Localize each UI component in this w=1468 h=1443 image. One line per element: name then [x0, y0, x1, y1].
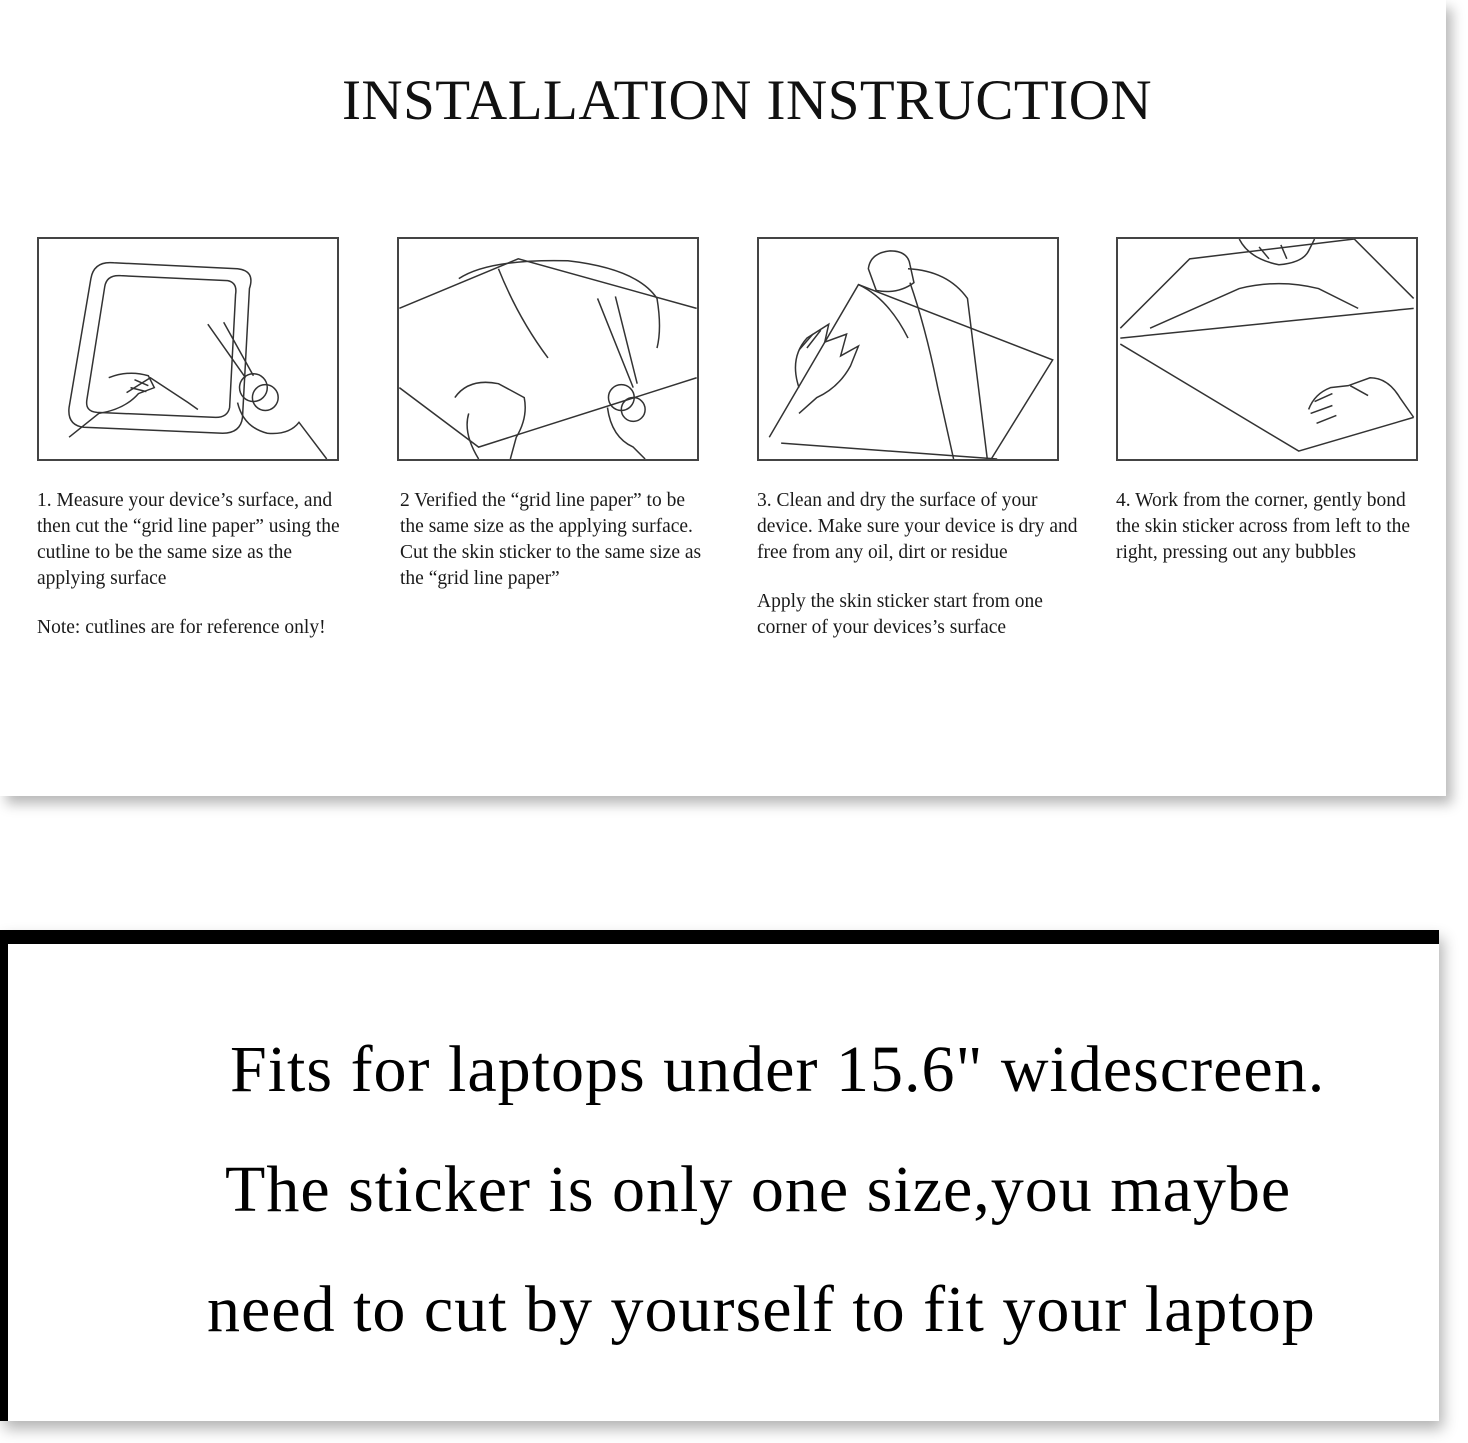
step-3-illustration	[757, 237, 1059, 461]
apply-sticker-illustration-icon	[1118, 239, 1416, 459]
fit-notice-line-1: Fits for laptops under 15.6" widescreen.	[230, 1033, 1326, 1106]
step-2-instructions	[400, 488, 712, 592]
step-3-note: Apply the skin sticker start from one corner of your devices’s surface	[757, 591, 1043, 638]
step-1-note: Note: cutlines are for reference only!	[37, 617, 326, 638]
step-4-text: 4. Work from the corner, gently bond the skin sticker across from left to the right, pressing out any bubbles	[1116, 490, 1411, 563]
cut-skin-sticker-illustration-icon	[399, 239, 697, 459]
page-title: INSTALLATION INSTRUCTION	[341, 69, 1153, 132]
fit-notice-line-2: The sticker is only one size,you maybe	[225, 1153, 1292, 1226]
step-2-illustration	[397, 237, 699, 461]
step-3-instructions	[757, 488, 1087, 641]
step-1-text: 1. Measure your device’s surface, and then cut the “grid line paper” using the cutline to be the same size as the applying surface	[37, 490, 340, 589]
step-2-text: 2 Verified the “grid line paper” to be the same size as the applying surface. Cut the skin sticker to the same size as the “grid line paper”	[400, 490, 702, 589]
fit-notice-line-3: need to cut by yourself to fit your laptop	[207, 1273, 1316, 1346]
step-1-instructions	[37, 488, 347, 641]
step-4-instructions	[1116, 488, 1416, 566]
fit-notice-card	[0, 930, 1439, 1421]
step-1-illustration	[37, 237, 339, 461]
clean-surface-illustration-icon	[759, 239, 1057, 459]
measure-and-cut-illustration-icon	[39, 239, 337, 459]
step-3-text: 3. Clean and dry the surface of your device. Make sure your device is dry and free from any oil, dirt or residue	[757, 490, 1078, 563]
step-4-illustration	[1116, 237, 1418, 461]
